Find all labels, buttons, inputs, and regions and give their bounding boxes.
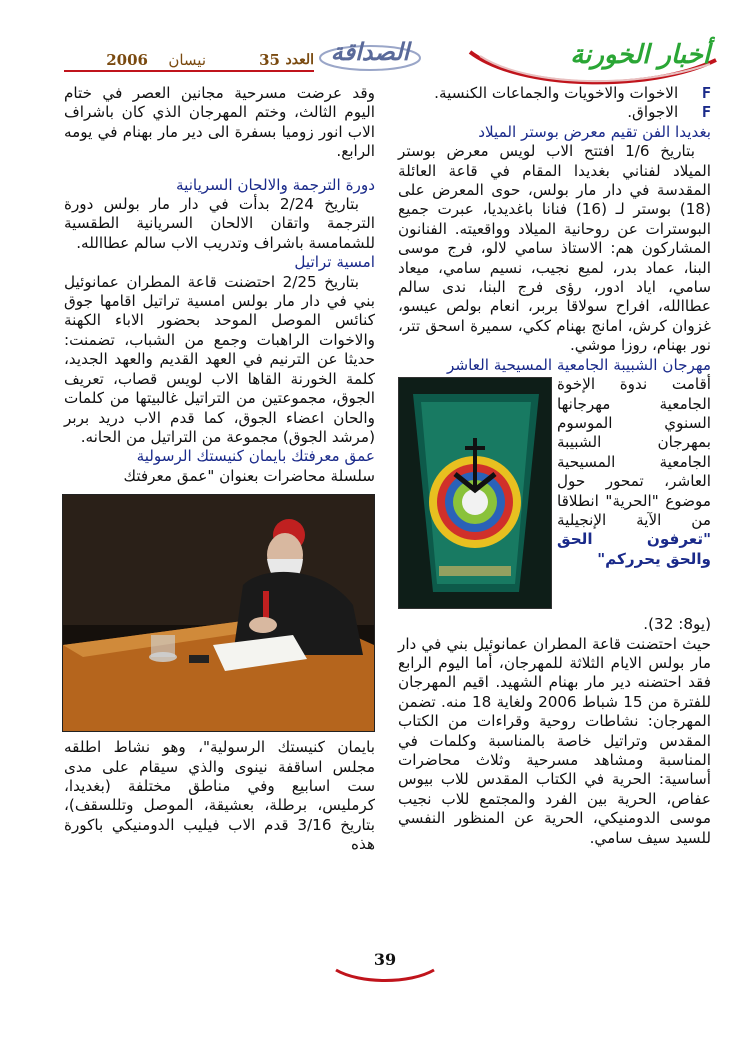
festival-emblem-icon (399, 378, 551, 608)
bullet-icon: F (701, 84, 711, 102)
bullet-text: الاخوات والاخويات والجماعات الكنسية. (434, 84, 679, 102)
lecture-photo (62, 494, 375, 732)
paragraph-festival-details: حيث احتضنت قاعة المطران عمانوئيل بني في دار مار بولس الايام الثلاثة للمهرجان، أما اليوم الرابع فقد احتضنه دير مار بهنام الشهيد. اقيم المهرجان للفترة من 15 شباط 2006 ولغاية 18 منه. تضمن المهرجان: نشاطات روحية وقراءات من الكتاب المقدس وتراتيل خاصة بالمناسبة وكلمات في المناسبة ومشاهد مسرحية وثلاث محاضرات أساسية: الحرية في الكتاب المقدس للاب بيوس عفاص، الحرية بين الفرد والمجتمع للاب نجيب موسى الدومنيكي، الحرية عن المنظور النفسي للسيد سيف سامي. (398, 634, 711, 847)
paragraph-festival-end: وقد عرضت مسرحية مجانين العصر في ختام اليوم الثالث، وختم المهرجان الذي كان باشراف الاب انور زوميا بسفرة الى دير مار بهنام في يومه الرابع. (64, 84, 375, 161)
festival-block (398, 375, 711, 615)
paragraph-lecture-intro: سلسلة محاضرات بعنوان "عمق معرفتك (123, 466, 375, 485)
bullet-item (398, 103, 711, 122)
paragraph-translation-course: بتاريخ 2/24 بدأت في دار مار بولس دورة الترجمة واتقان الالحان السريانية الطقسية للشمامسة باشراف وتدريب الاب سالم عطاالله. (64, 195, 375, 252)
heading-hymns-evening: امسية تراتيل (294, 253, 375, 272)
magazine-logo (314, 38, 426, 72)
right-column (398, 84, 711, 848)
bullet-icon: F (701, 103, 711, 122)
issue-info-bar (64, 52, 314, 72)
section-title-block (430, 30, 720, 90)
bullet-item (398, 84, 711, 103)
heading-youth-festival: مهرجان الشبيبة الجامعية المسيحية العاشر (447, 355, 711, 374)
issue-label: العدد (285, 52, 314, 68)
issue-month: نيسان (168, 51, 206, 69)
heading-translation-course: دورة الترجمة والالحان السريانية (175, 175, 375, 194)
festival-poster-image (398, 377, 552, 609)
festival-text (557, 375, 711, 569)
paragraph-lecture-series: بايمان كنيستك الرسولية"، وهو نشاط اطلقه مجلس اساقفة نينوى والذي سيقام على مدى ست اسابيع وفي مناطق مختلفة (بغديدا، كرمليس، برطلة، بعشيقة، الموصل وتللسقف)، بتاريخ 3/16 قدم الاب فيليب الدومنيكي باكورة هذه (64, 738, 375, 854)
page-number: 39 (373, 950, 397, 969)
issue-number: 35 (259, 51, 280, 69)
issue-year: 2006 (106, 51, 148, 69)
bullet-text: الاجواق. (627, 103, 679, 122)
section-title: أخبار الخورنة (570, 40, 710, 70)
paragraph-hymns-evening: بتاريخ 2/25 احتضنت قاعة المطران عمانوئيل بني في دار مار بولس امسية تراتيل اقامها جوق كنائس الموصل الموحد بحضور الاباء الكهنة والاخوات الراهبات وجمع من الشباب، تضمنت: حديثا عن الترنيم في العهد القديم والعهد الجديد، كلمة الخورنة القاها الاب لويس قصاب، تعريف الجوق، مجموعتين من التراتيل غالبيتها من كلمات والحان اعضاء الجوق، كما قدم الاب دريد بربر (مرشد الجوق) مجموعة من التراتيل من الحانه. (64, 272, 375, 446)
festival-reference: (يو8: 32). (643, 615, 711, 634)
heading-poster-exhibition: بغديدا الفن تقيم معرض بوستر الميلاد (478, 122, 711, 141)
festival-quote: "تعرفون الحق والحق يحرركم" (557, 530, 711, 568)
heading-deepen-faith: عمق معرفتك بايمان كنيستك الرسولية (136, 447, 375, 466)
paragraph-festival-intro: أقامت ندوة الإخوة الجامعية مهرجانها السنوي الموسوم بمهرجان الشبيبة الجامعية المسيحية العاشر، تمحور حول موضوع "الحرية" انطلاقا من الآية الإنجيلية "تعرفون الحق والحق يحرركم" (557, 375, 711, 568)
paragraph-poster-exhibition: بتاريخ 1/6 افتتح الاب لويس معرض بوستر الميلاد لفناني بغديدا المقام في قاعة العائلة المقدسة في دار مار بولس، حوى المعرض على (18) بوستر لـ (16) فنانا باغديديا، عبرت جميع البوسترات عن روحانية الميلاد وواقعيته. الفنانون المشاركون هم: الاستاذ سامي لالو، فرج موسى البنا، عماد بدر، لميع نجيب، نسيم سامي، ميعاد سامي، اياد ادور، رؤى فرج البنا، ندى سالم عطاالله، افراح سولاقا بربر، انعام بولص عيسو، غزوان كرش، امانج بهنام ككي، سميرة اسحق تتر، نور بهنام، روزا موشي. (398, 142, 711, 355)
masthead (0, 0, 749, 92)
page-footer (330, 950, 440, 986)
logo-text: الصداقة (330, 38, 410, 66)
bishop-photo-icon (63, 495, 374, 731)
left-column (64, 84, 375, 855)
